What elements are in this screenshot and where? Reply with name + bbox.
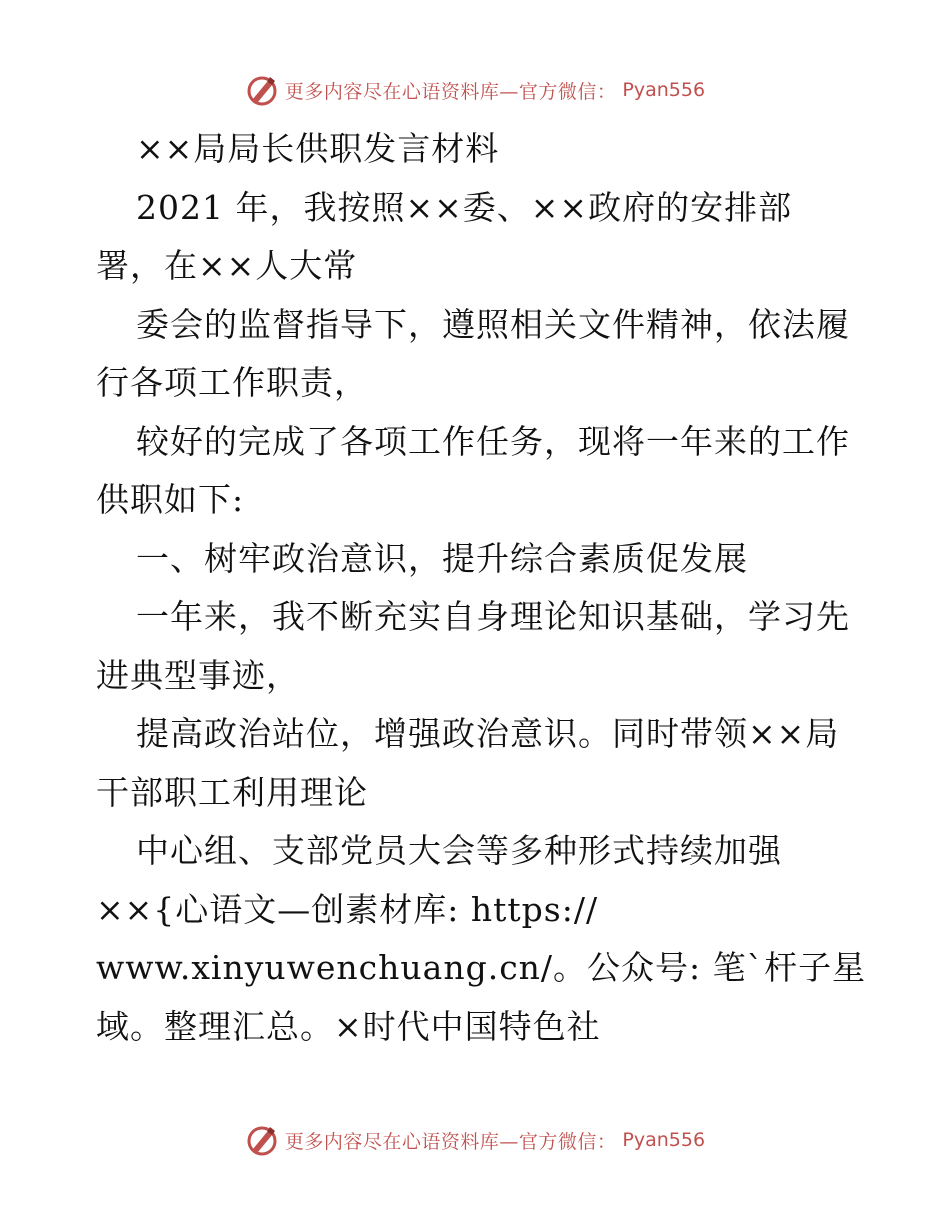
- pen-logo-icon: [245, 1123, 279, 1157]
- header-banner-wechat-id: Pyan556: [622, 79, 706, 101]
- document-body: [96, 120, 867, 1056]
- paragraph-line: 一年来，我不断充实自身理论知识基础，学习先: [136, 597, 850, 636]
- paragraph-line: 行各项工作职责，: [96, 363, 368, 402]
- paragraph-line: www.xinyuwenchuang.cn/。公众号: 笔`杆子星: [96, 948, 867, 987]
- paragraph-line: 提高政治站位，增强政治意识。同时带领××局: [136, 714, 840, 753]
- paragraph-line: 中心组、支部党员大会等多种形式持续加强: [136, 831, 782, 870]
- section-heading: 一、树牢政治意识，提升综合素质促发展: [136, 538, 748, 578]
- header-watermark-banner: [0, 70, 950, 110]
- pen-logo-icon: [245, 73, 279, 107]
- paragraph-line: 供职如下:: [96, 480, 245, 519]
- header-banner-text: 更多内容尽在心语资料库—官方微信：: [284, 80, 617, 103]
- paragraph-line: 干部职工利用理论: [96, 772, 368, 812]
- paragraph-line: 进典型事迹，: [96, 655, 300, 695]
- paragraph-line: 署，在××人大常: [96, 246, 358, 285]
- paragraph-line: 较好的完成了各项工作任务，现将一年来的工作: [136, 421, 850, 461]
- footer-watermark-banner: [0, 1120, 950, 1160]
- paragraph-line: 域。整理汇总。×时代中国特色社: [96, 1006, 601, 1046]
- document-title: ××局局长供职发言材料: [136, 129, 500, 168]
- paragraph-line: 2021 年，我按照××委、××政府的安排部: [136, 187, 793, 227]
- paragraph-line: ××{心语文—创素材库: https://: [96, 889, 599, 929]
- paragraph-line: 委会的监督指导下，遵照相关文件精神，依法履: [136, 304, 850, 344]
- footer-banner-text: 更多内容尽在心语资料库—官方微信：: [284, 1130, 617, 1153]
- footer-banner-wechat-id: Pyan556: [622, 1129, 706, 1151]
